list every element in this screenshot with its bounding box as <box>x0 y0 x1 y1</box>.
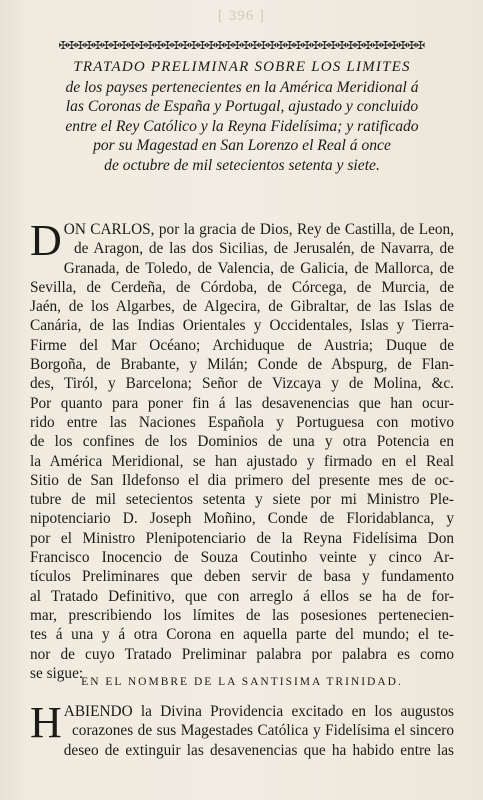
text-line: de los confines de los Dominios de una y otra Potencia en <box>30 433 454 451</box>
title-line: entre el Rey Católico y la Reyna Fidelísima; y ratificado <box>65 117 419 135</box>
text-line: tes á una y á otra Corona en aquella parte del mundo; el te- <box>30 626 454 644</box>
small-caps-name: ON CARLOS <box>63 221 151 238</box>
text-line: nipotenciario D. Joseph Moñino, Conde de Floridablanca, y <box>30 510 454 528</box>
text-line: Jaén, de los Algarbes, de Algecira, de Gibraltar, de las Islas de <box>30 298 454 316</box>
text-line: al Tratado Definitivo, que con arreglo á ellos se ha de for- <box>30 587 454 605</box>
text-line: Canária, de las Indias Orientales y Occidentales, Islas y Tierra- <box>30 317 454 335</box>
text-fragment: la Divina Providencia excitado en los augustos <box>132 703 454 720</box>
text-line: rido entre las Naciones Española y Portuguesa con motivo <box>30 413 454 431</box>
text-line: por el Ministro Plenipotenciario de la Reyna Fidelísima Don <box>30 529 454 547</box>
ornamental-border-icon: ✠✠✠✠✠✠✠✠✠✠✠✠✠✠✠✠✠✠✠✠✠✠✠✠✠✠✠✠✠✠✠✠✠✠✠✠✠✠✠✠✠✠ <box>58 40 425 52</box>
text-line: Francisco Inocencio de Souza Coutinho veinte y cinco Ar- <box>30 549 454 567</box>
text-line: Sevilla, de Cerdeña, de Córdoba, de Córcega, de Murcia, de <box>30 278 454 296</box>
text-line: corazones de sus Magestades Católica y Fidelísima el sincero <box>72 722 454 740</box>
title-line: de octubre de mil setecientos setenta y siete. <box>104 156 380 174</box>
text-line: la América Meridional, se han ajustado y firmado en el Real <box>30 452 454 470</box>
title-line: por su Magestad en San Lorenzo el Real á once <box>93 137 391 155</box>
text-line: tículos Preliminares que deben servir de basa y fundamento <box>30 568 454 586</box>
text-line <box>30 702 454 721</box>
text-line <box>30 220 454 239</box>
text-line: tubre de mil setecientos setenta y siete por mi Ministro Ple- <box>30 491 454 509</box>
paragraph-preamble <box>30 216 454 683</box>
page-number: [ 396 ] <box>218 8 265 24</box>
treaty-title <box>24 58 460 176</box>
drop-cap: D <box>30 216 62 265</box>
text-line: deseo de extinguir las desavenencias que ha habido entre las <box>63 741 454 759</box>
drop-cap: H <box>30 698 62 747</box>
section-heading: EN EL NOMBRE DE LA SANTISIMA TRINIDAD. <box>81 676 403 688</box>
title-line: de los payses pertenecientes en la América Meridional á <box>65 78 419 96</box>
text-line: nor de cuyo Tratado Preliminar palabra por palabra es como <box>30 645 454 663</box>
text-line: Firme del Mar Océano; Archiduque de Austria; Duque de <box>30 336 454 354</box>
text-line: Borgoña, de Brabante, y Milán; Conde de Abspurg, de Flan- <box>30 356 454 374</box>
paragraph-invocation <box>30 698 454 760</box>
text-line: se sigue: <box>30 664 84 682</box>
text-fragment: , por la gracia de Dios, Rey de Castilla, de Leon, <box>150 221 454 238</box>
text-line: Por quanto para poner fin á las desavenencias que han ocur- <box>30 394 454 412</box>
text-line: Granada, de Toledo, de Valencia, de Galicia, de Mallorca, de <box>63 259 454 277</box>
text-line: des, Tiról, y Barcelona; Señor de Vizcaya y de Molina, &c. <box>30 375 454 393</box>
title-line: las Coronas de España y Portugal, ajustado y concluido <box>65 98 419 116</box>
text-line: mar, prescribiendo los límites de las posesiones pertenecien- <box>30 606 454 624</box>
text-line: de Aragon, de las dos Sicilias, de Jerusalén, de Navarra, de <box>74 240 454 258</box>
small-caps-word: ABIENDO <box>63 703 133 720</box>
title-line: TRATADO PRELIMINAR SOBRE LOS LIMITES <box>73 59 411 75</box>
text-line: Sitio de San Ildefonso el dia primero del presente mes de oc- <box>30 471 454 489</box>
